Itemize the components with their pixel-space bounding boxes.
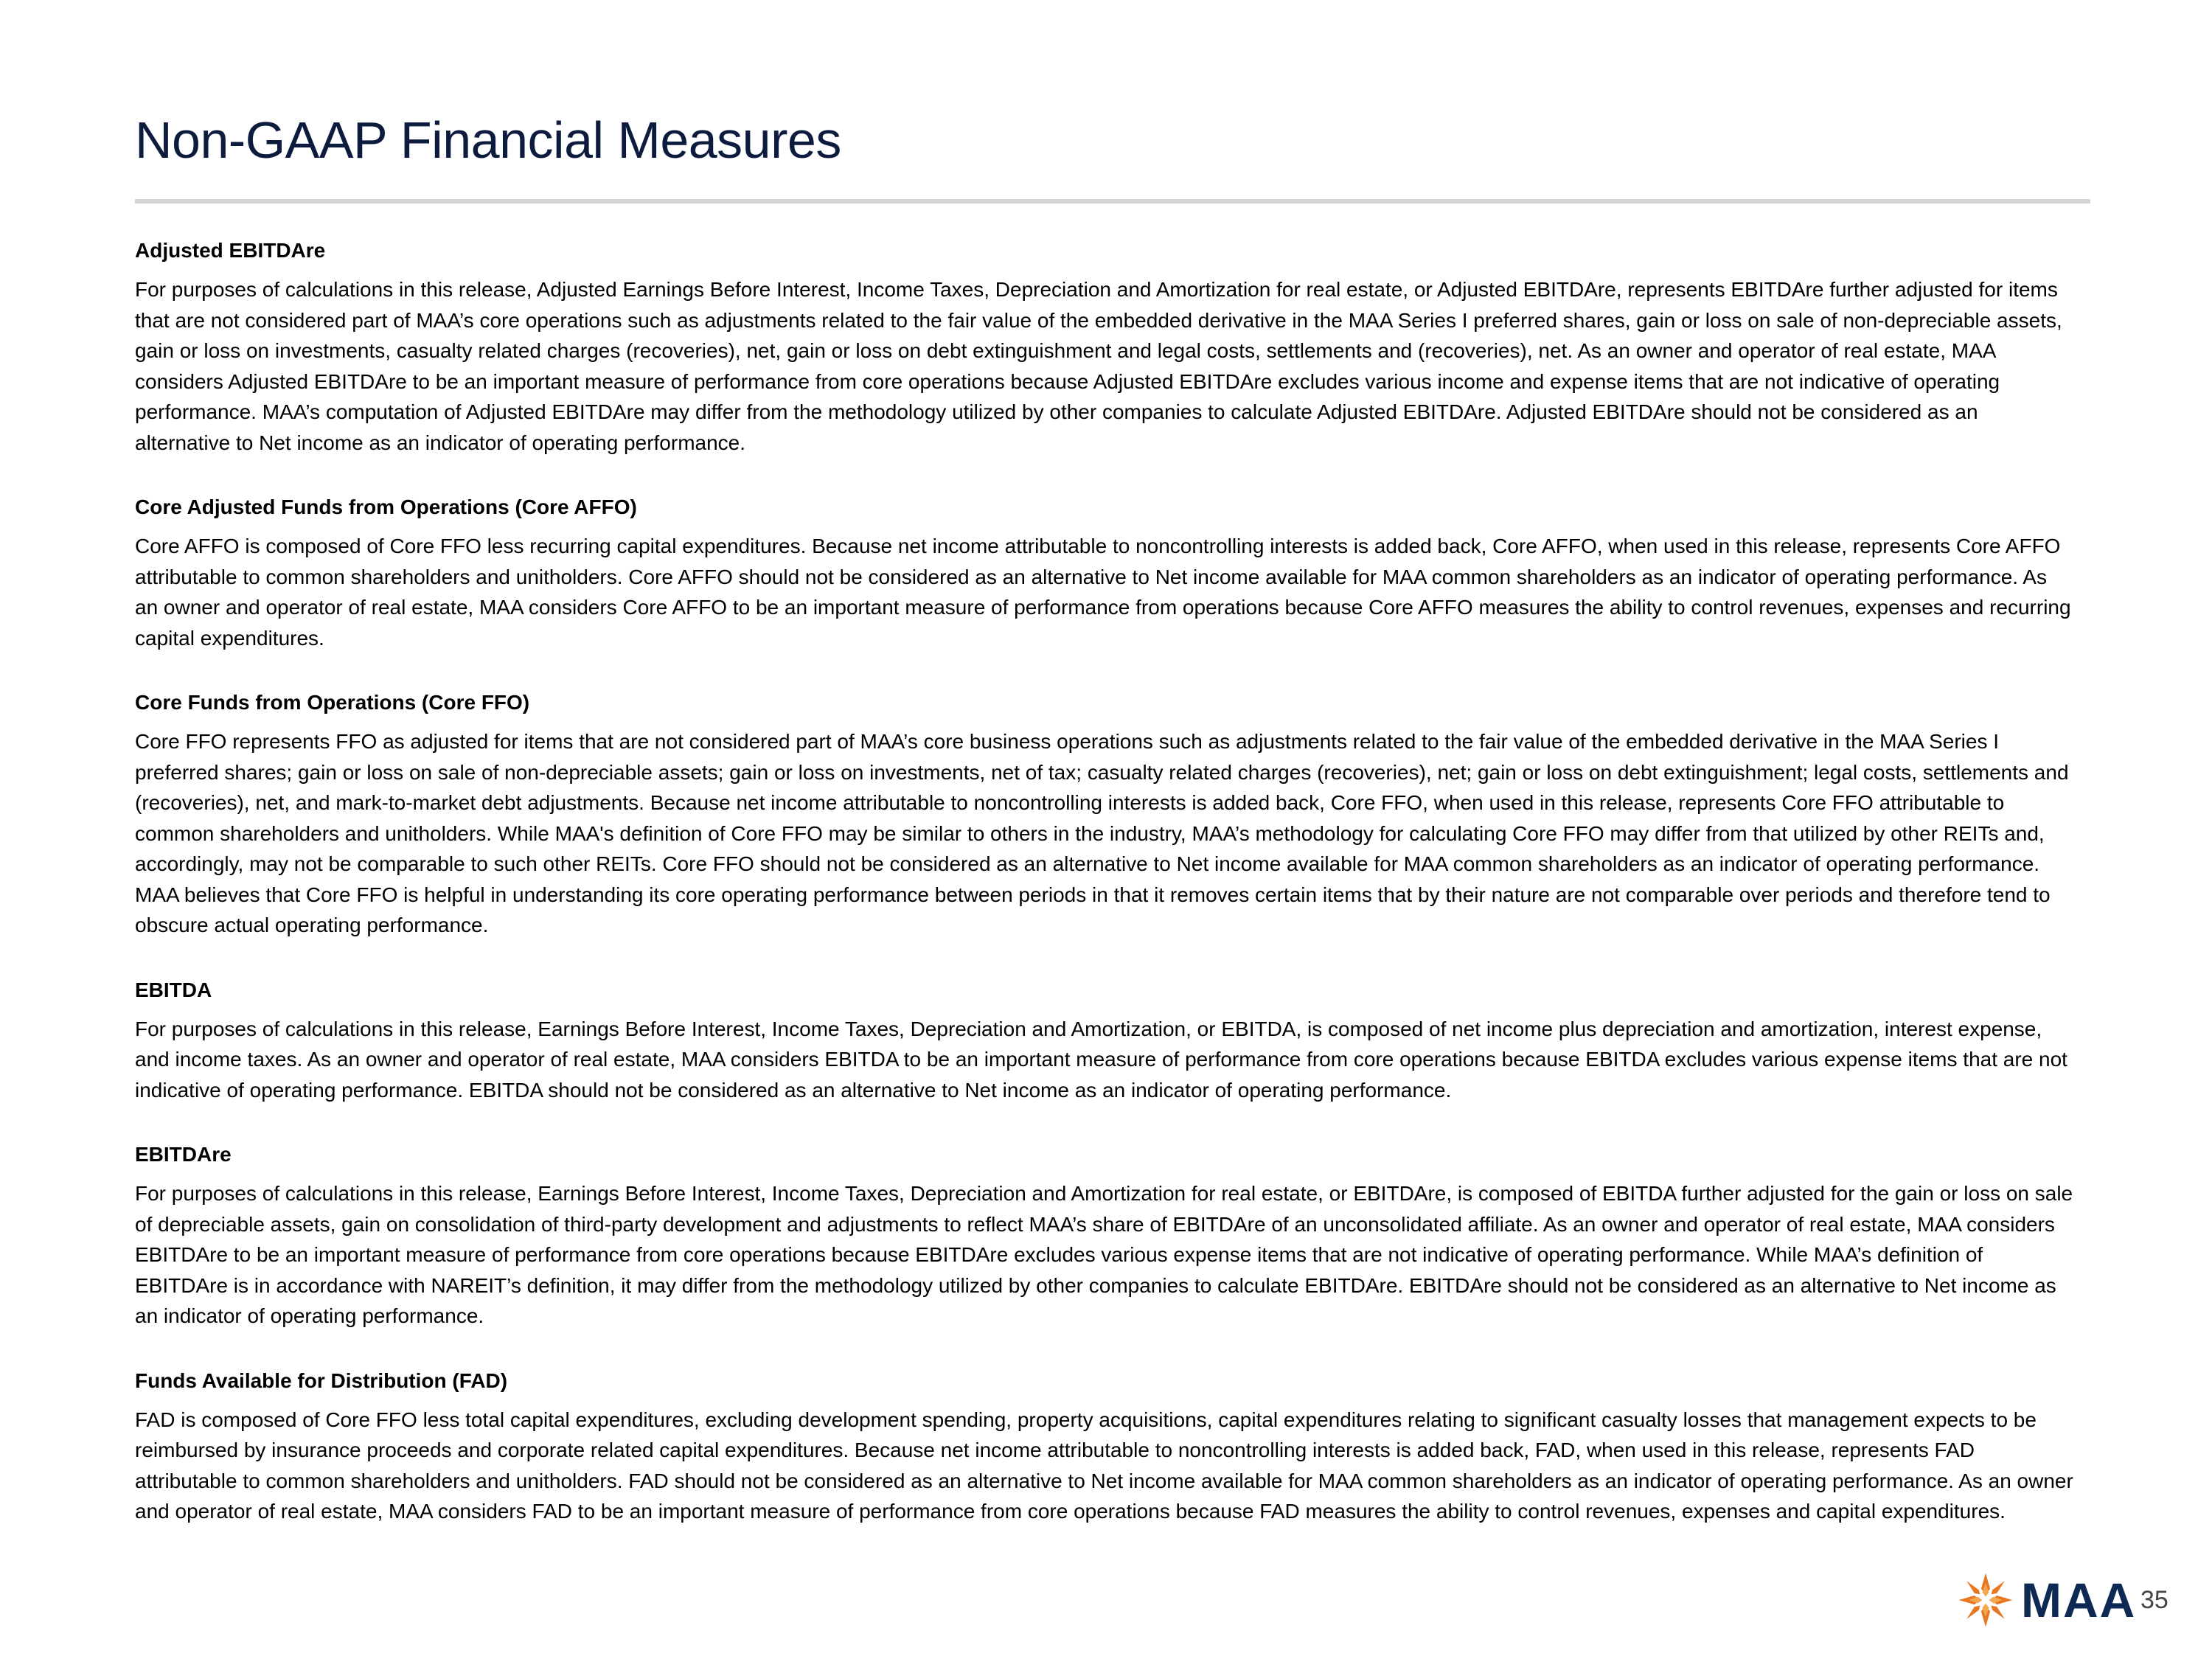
content-area [135,234,2074,1560]
starburst-icon [1958,1572,2014,1628]
section-core-affo [135,491,2074,653]
section-body: FAD is composed of Core FFO less total capital expenditures, excluding development spending, property acquisitions, capital expenditures relating to significant casualty losses that management expects to be reimbursed by insurance proceeds and corporate related capital expenditures. Because net income attributable to noncontrolling interests is added back, FAD, when used in this release, represents FAD attributable to common shareholders and unitholders. FAD should not be considered as an alternative to Net income available for MAA common shareholders as an indicator of operating performance. As an owner and operator of real estate, MAA considers FAD to be an important measure of performance from core operations because FAD measures the ability to control revenues, expenses and capital expenditures. [135,1408,2073,1523]
section-heading: EBITDAre [135,1143,232,1166]
section-adjusted-ebitdare [135,234,2074,458]
section-body: For purposes of calculations in this release, Earnings Before Interest, Income Taxes, Depreciation and Amortization for real estate, or EBITDAre, is composed of EBITDA further adjusted for the gain or loss on sale of depreciable assets, gain on consolidation of third-party development and adjustments to reflect MAA’s share of EBITDAre of an unconsolidated affiliate. As an owner and operator of real estate, MAA considers EBITDAre to be an important measure of performance from core operations because EBITDAre excludes various expense items that are not indicative of operating performance. While MAA’s definition of EBITDAre is in accordance with NAREIT’s definition, it may differ from the methodology utilized by other companies to calculate EBITDAre. EBITDAre should not be considered as an alternative to Net income as an indicator of operating performance. [135,1182,2073,1327]
section-fad [135,1365,2074,1527]
section-heading: Funds Available for Distribution (FAD) [135,1368,508,1392]
section-heading: Core Funds from Operations (Core FFO) [135,691,530,714]
section-core-ffo [135,686,2074,941]
title-divider [135,199,2090,204]
maa-logo [1958,1571,2136,1630]
section-body: For purposes of calculations in this release, Earnings Before Interest, Income Taxes, Depreciation and Amortization, or EBITDA, is composed of net income plus depreciation and amortization, interest expense, and income taxes. As an owner and operator of real estate, MAA considers EBITDA to be an important measure of performance from core operations because EBITDA excludes various expense items that are not indicative of operating performance. EBITDA should not be considered as an alternative to Net income as an indicator of operating performance. [135,1017,2067,1102]
section-heading: Adjusted EBITDAre [135,239,326,262]
section-body: Core AFFO is composed of Core FFO less recurring capital expenditures. Because net income attributable to noncontrolling interests is added back, Core AFFO, when used in this release, represents Core AFFO attributable to common shareholders and unitholders. Core AFFO should not be considered as an alternative to Net income available for MAA common shareholders as an indicator of operating performance. As an owner and operator of real estate, MAA considers Core AFFO to be an important measure of performance from operations because Core AFFO measures the ability to control revenues, expenses and recurring capital expenditures. [135,535,2071,650]
section-body: Core FFO represents FFO as adjusted for items that are not considered part of MAA’s core business operations such as adjustments related to the fair value of the embedded derivative in the MAA Series I preferred shares; gain or loss on sale of non-depreciable assets; gain or loss on investments, net of tax; casualty related charges (recoveries), net; gain or loss on debt extinguishment; legal costs, settlements and (recoveries), net, and mark-to-market debt adjustments. Because net income attributable to noncontrolling interests is added back, Core FFO, when used in this release, represents Core FFO attributable to common shareholders and unitholders. While MAA's definition of Core FFO may be similar to others in the industry, MAA’s methodology for calculating Core FFO may differ from that utilized by other REITs and, accordingly, may not be comparable to such other REITs. Core FFO should not be considered as an alternative to Net income available for MAA common shareholders as an indicator of operating performance. MAA believes that Core FFO is helpful in understanding its core operating performance between periods in that it removes certain items that by their nature are not comparable over periods and therefore tend to obscure actual operating performance. [135,730,2069,936]
section-heading: Core Adjusted Funds from Operations (Core AFFO) [135,495,637,518]
logo-wordmark: MAA [2021,1573,2137,1627]
section-ebitda [135,974,2074,1106]
section-ebitdare [135,1138,2074,1332]
section-heading: EBITDA [135,978,212,1001]
page-title: Non-GAAP Financial Measures [135,111,841,169]
page-number: 35 [2140,1586,2168,1614]
section-body: For purposes of calculations in this release, Adjusted Earnings Before Interest, Income Taxes, Depreciation and Amortization for real estate, or Adjusted EBITDAre, represents EBITDAre further adjusted for items that are not considered part of MAA’s core operations such as adjustments related to the fair value of the embedded derivative in the MAA Series I preferred shares, gain or loss on sale of non-depreciable assets, gain or loss on investments, casualty related charges (recoveries), net, gain or loss on debt extinguishment and legal costs, settlements and (recoveries), net. As an owner and operator of real estate, MAA considers Adjusted EBITDAre to be an important measure of performance from core operations because Adjusted EBITDAre excludes various income and expense items that are not indicative of operating performance. MAA’s computation of Adjusted EBITDAre may differ from the methodology utilized by other companies to calculate Adjusted EBITDAre. Adjusted EBITDAre should not be considered as an alternative to Net income as an indicator of operating performance. [135,278,2062,454]
